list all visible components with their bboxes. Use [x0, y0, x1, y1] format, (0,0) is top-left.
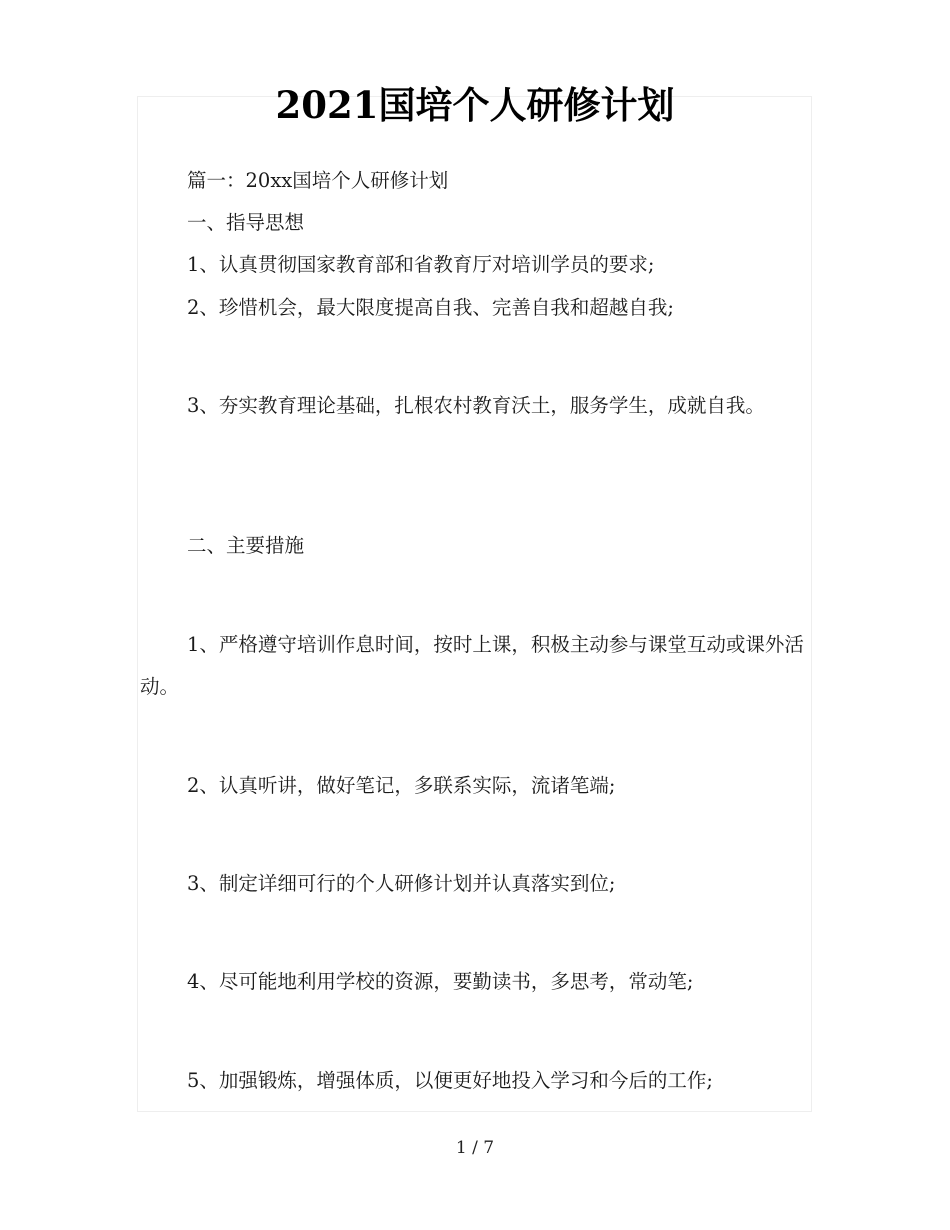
paragraph-measure-5: 5、加强锻炼，增强体质，以便更好地投入学习和今后的工作;: [187, 1069, 713, 1092]
paragraph-main-measures: 二、主要措施: [187, 534, 305, 557]
paragraph-measure-4: 4、尽可能地利用学校的资源，要勤读书，多思考，常动笔;: [187, 970, 694, 993]
paragraph-measure-3: 3、制定详细可行的个人研修计划并认真落实到位;: [187, 872, 616, 895]
paragraph-section-heading: 篇一：20xx国培个人研修计划: [187, 169, 449, 192]
paragraph-measure-2: 2、认真听讲，做好笔记，多联系实际，流诸笔端;: [187, 774, 616, 797]
paragraph-guide-2: 2、珍惜机会，最大限度提高自我、完善自我和超越自我;: [187, 296, 674, 319]
paragraph-guide-1: 1、认真贯彻国家教育部和省教育厅对培训学员的要求;: [187, 253, 655, 276]
document-title: 2021国培个人研修计划: [275, 83, 675, 127]
page-number: 1 / 7: [455, 1138, 495, 1158]
paragraph-guiding-ideology: 一、指导思想: [187, 211, 305, 234]
paragraph-guide-3: 3、夯实教育理论基础，扎根农村教育沃土，服务学生，成就自我。: [187, 394, 765, 417]
paragraph-measure-1: 1、严格遵守培训作息时间，按时上课，积极主动参与课堂互动或课外活动。: [140, 633, 804, 698]
